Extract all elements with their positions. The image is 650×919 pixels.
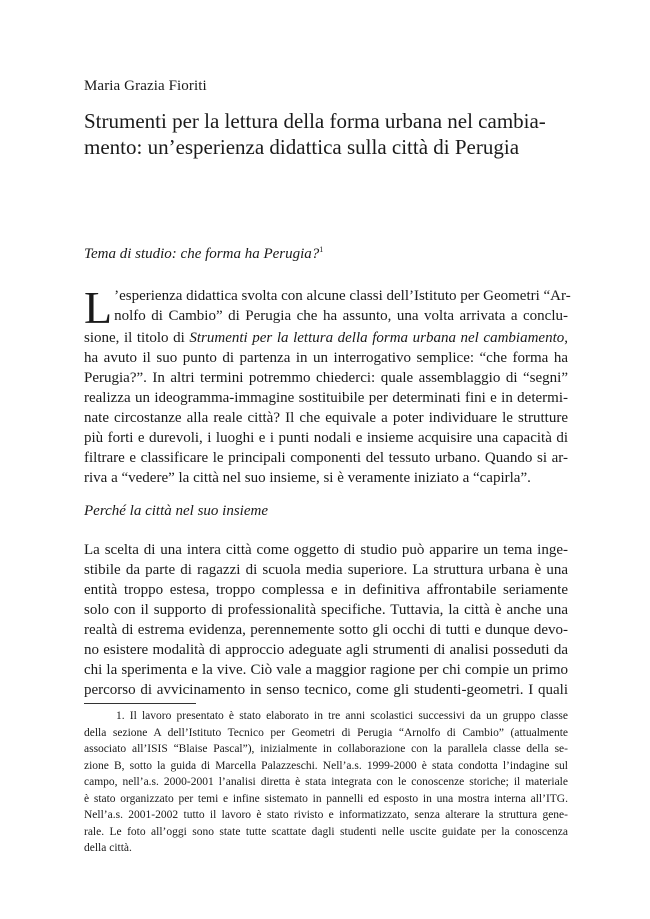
section-heading-1: Tema di studio: che forma ha Perugia?$^1$ xyxy=(84,245,324,262)
drop-cap: L xyxy=(84,282,113,333)
text-line: riva a “vedere” la città nel suo insieme, si è veramente iniziato a “capirla”. xyxy=(84,470,531,486)
text-line: nate circostanze alla reale città? Il che equivale a poter individuare le strutture xyxy=(84,410,568,426)
paragraph-1 xyxy=(84,282,571,488)
footnote-reference[interactable]: 1 xyxy=(319,245,324,254)
footnote-line: della sezione A dell’Istituto Tecnico per Geometri di Perugia “Arnolfo di Cambio” (attualmente xyxy=(84,726,568,739)
footnote-line: Nell’a.s. 2001-2002 tutto il lavoro è stato rivisto e informatizzato, senza alterare la struttura gene- xyxy=(84,809,568,821)
footnote-line: zione B, sotto la guida di Marcella Palazzeschi. Nell’a.s. 1999-2000 è stata condotta l’indagine sul xyxy=(84,759,568,772)
text-line: filtrare e classificare le principali componenti del tessuto urbano. Quando si ar- xyxy=(84,450,568,466)
text-line: nolfo di Cambio” di Perugia che ha assunto, una volta arrivata a conclu- xyxy=(114,308,568,324)
title-line: mento: un’esperienza didattica sulla città di Perugia xyxy=(84,135,520,159)
text-line: La scelta di una intera città come oggetto di studio può apparire un tema inge- xyxy=(84,542,568,558)
text-line: entità troppo estesa, troppo complessa e in definitiva affrontabile seriamente xyxy=(84,582,568,598)
text-line: realtà di estrema evidenza, perennemente sotto gli occhi di tutti e dunque devo- xyxy=(84,622,568,638)
text-line: chi la sperimenta e la vive. Ciò vale a maggior ragione per chi compie un primo xyxy=(84,662,568,678)
text-line: realizza un ideogramma-immagine sostituibile per determinati fini e in determi- xyxy=(84,390,568,406)
text-line: percorso di avvicinamento in senso tecnico, come gli studenti-geometri. I quali xyxy=(84,682,568,698)
footnote-line: associato all’ISIS “Blaise Pascal”), inizialmente in collaborazione con la parallela classe della se- xyxy=(84,743,568,755)
article-title xyxy=(84,108,574,160)
text-line: ha avuto il suo punto di partenza in un interrogativo semplice: “che forma ha xyxy=(84,350,568,366)
footnote-line: campo, nell’a.s. 2000-2001 l’analisi diretta è stata integrata con le conoscenze storiche; il materiale xyxy=(84,776,568,788)
footnote xyxy=(84,708,568,857)
footnote-separator xyxy=(84,703,196,704)
paragraph-2 xyxy=(84,540,568,700)
footnote-line: 1. Il lavoro presentato è stato elaborato in tre anni scolastici successivi da un gruppo classe xyxy=(116,710,568,722)
text-line: ’esperienza didattica svolta con alcune classi dell’Istituto per Geometri “Ar- xyxy=(114,288,571,304)
text-line: no esistere modalità di approccio adeguate agli strumenti di analisi posseduti da xyxy=(84,642,568,658)
footnote-line: della città. xyxy=(84,842,132,854)
footnote-line: rale. Le foto all’oggi sono state tutte scattate dagli studenti nelle uscite guidate per la conoscenza xyxy=(84,825,568,838)
title-line: Strumenti per la lettura della forma urbana nel cambia- xyxy=(84,109,546,133)
footnote-line: è stato organizzato per temi e infine sistemato in pannelli ed esposto in una mostra interna all’ITG. xyxy=(84,792,568,805)
text-line: sione, il titolo di Strumenti per la lettura della forma urbana nel cambiamento, xyxy=(84,330,568,346)
author-name: Maria Grazia Fioriti xyxy=(84,78,207,94)
text-line: stibile da parte di ragazzi di scuola media superiore. La struttura urbana è una xyxy=(84,562,568,578)
text-line: solo con il supporto di professionalità specifiche. Tuttavia, la città è anche una xyxy=(84,602,568,618)
section-heading-2: Perché la città nel suo insieme xyxy=(84,503,268,519)
work-title: Strumenti per la lettura della forma urbana nel cambiamento xyxy=(189,330,565,346)
text-line: Perugia?”. In altri termini potremmo chiederci: quale assemblaggio di “segni” xyxy=(84,370,568,386)
text-line: più forti e durevoli, i luoghi e i punti nodali e insieme acquisire una capacità di xyxy=(84,430,568,446)
